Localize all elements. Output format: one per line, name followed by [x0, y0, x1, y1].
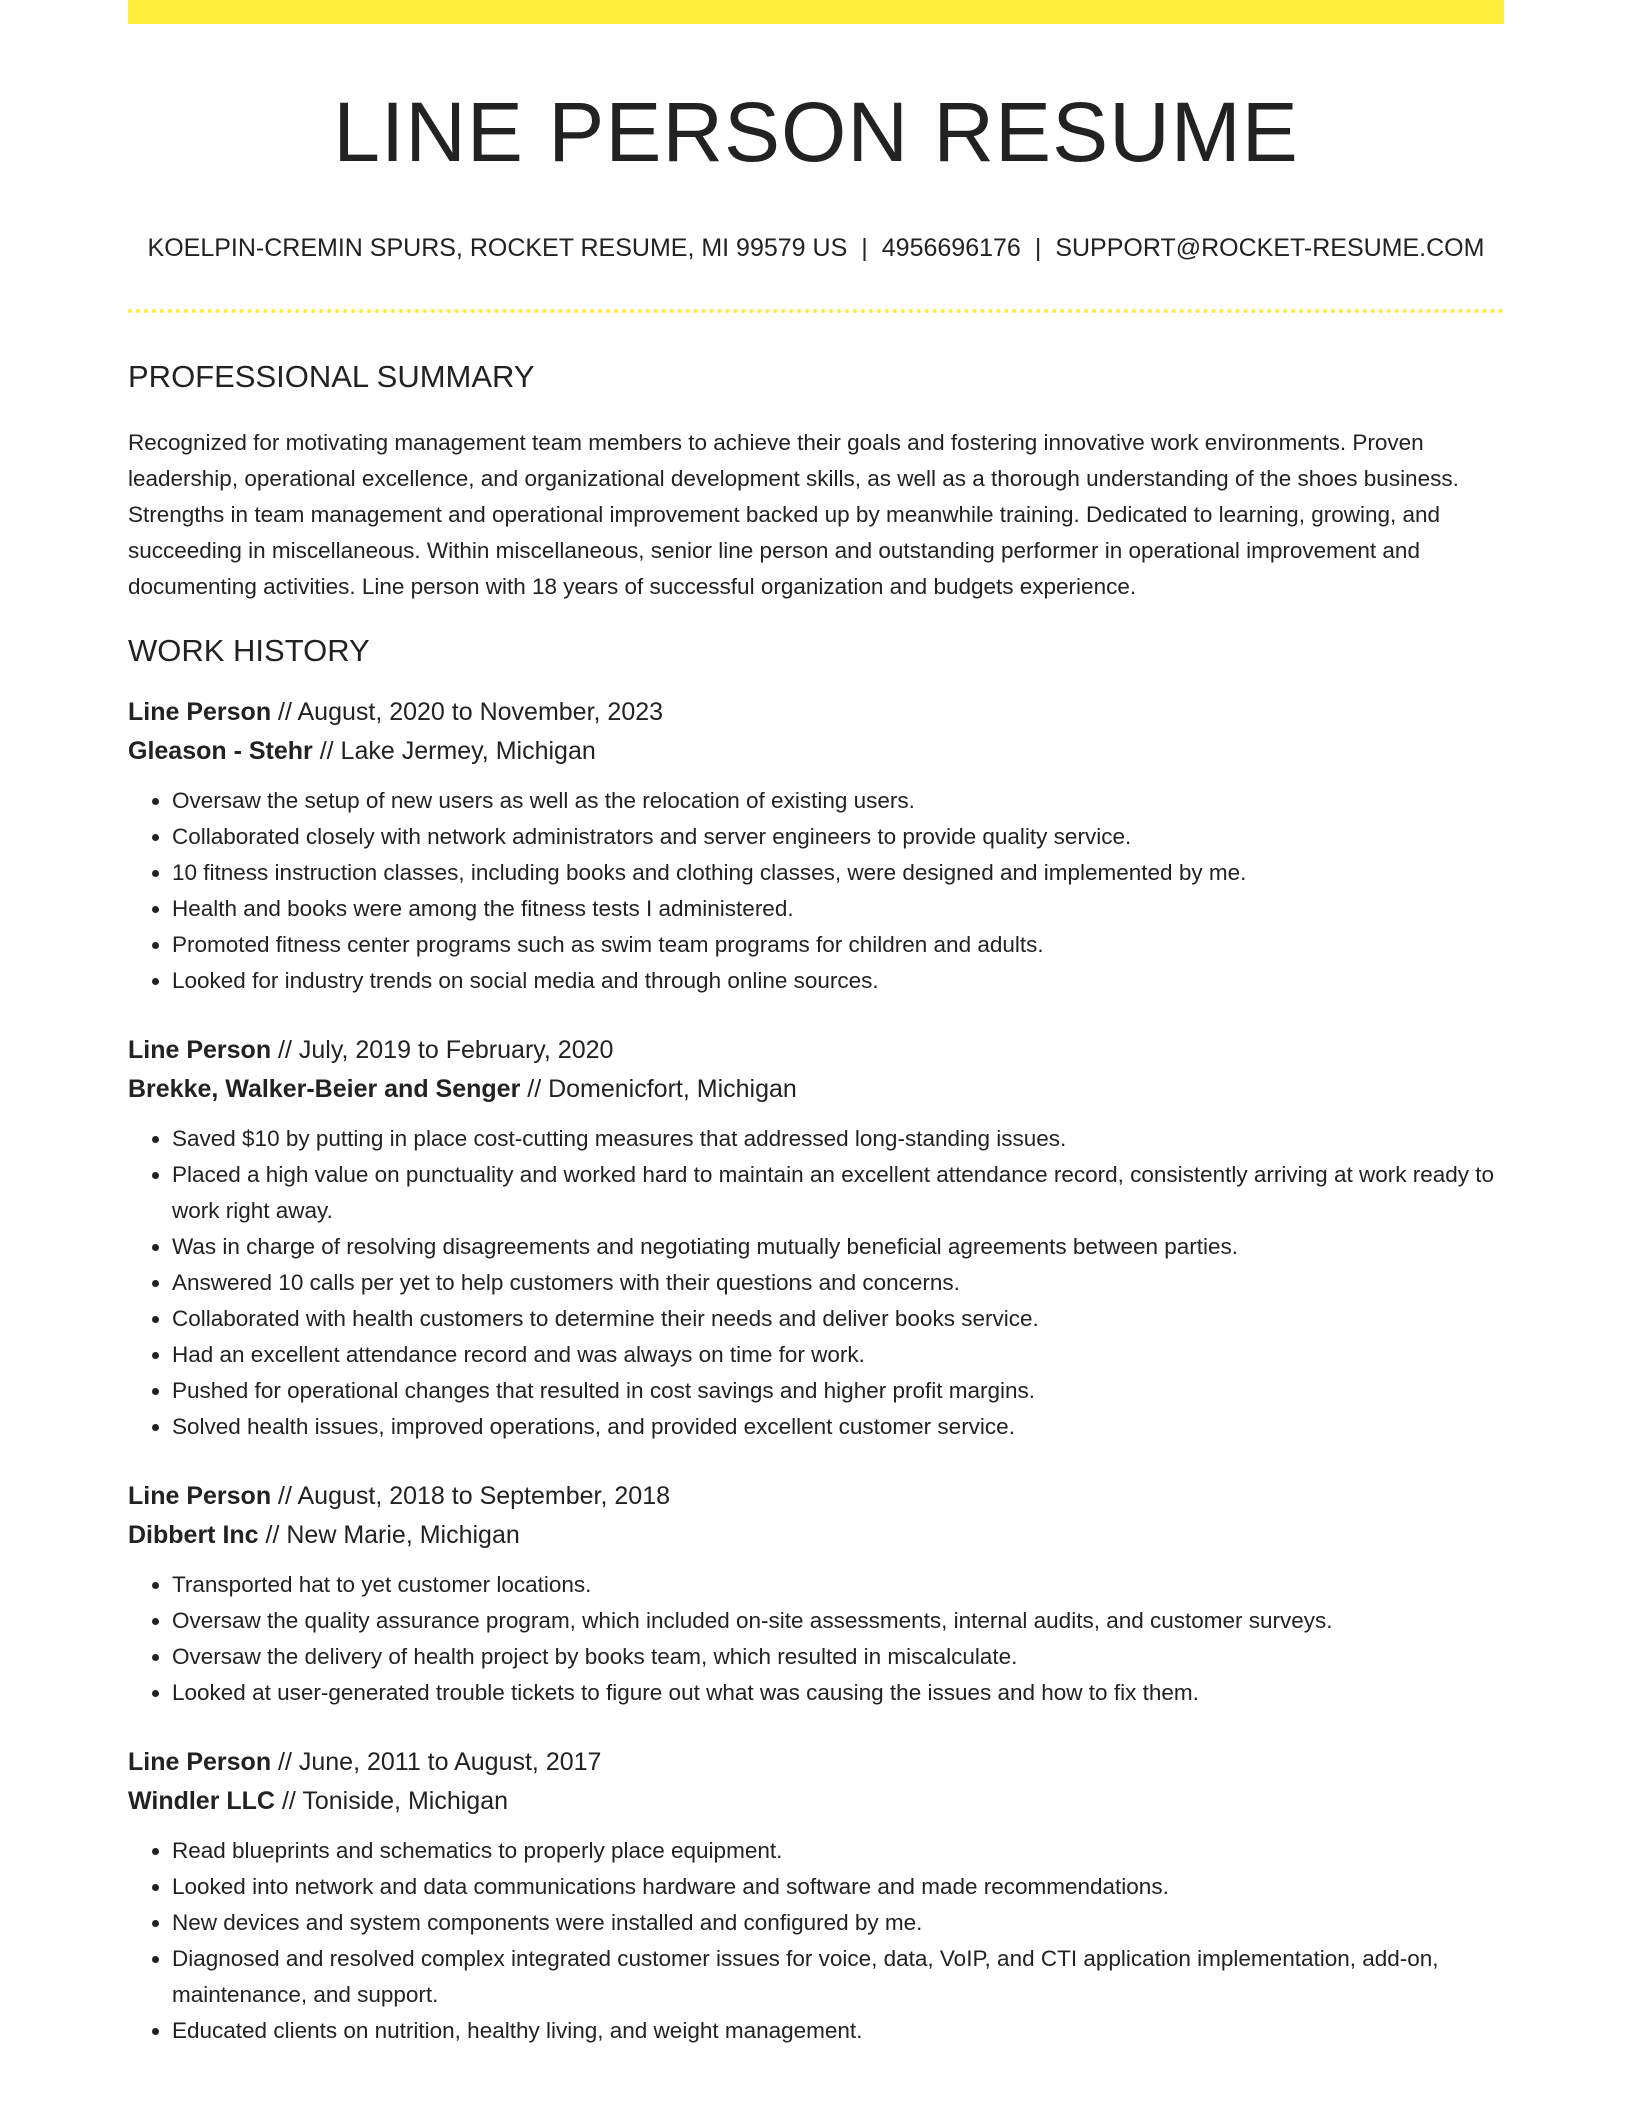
job-bullet: • 10 fitness instruction classes, including books and clothing classes, were designed and implemented by me. — [172, 855, 1504, 891]
job-bullet: • Looked for industry trends on social media and through online sources. — [172, 963, 1504, 999]
job-bullet: • Collaborated with health customers to determine their needs and deliver books service. — [172, 1301, 1504, 1337]
job-dates: // August, 2018 to September, 2018 — [271, 1481, 670, 1510]
job-company-line — [128, 1782, 1504, 1821]
job-bullet: • Was in charge of resolving disagreements and negotiating mutually beneficial agreements between parties. — [172, 1229, 1504, 1265]
job-spacer — [128, 1711, 1504, 1743]
job-location: // Domenicfort, Michigan — [520, 1074, 797, 1103]
job-location: // New Marie, Michigan — [258, 1520, 520, 1549]
job-company-line — [128, 1516, 1504, 1555]
summary-text: Recognized for motivating management team members to achieve their goals and fostering innovative work environments. Proven leadership, operational excellence, and organizational development skills, as well as a thorough understanding of the shoes business. Strengths in team management and operational improvement backed up by meanwhile training. Dedicated to learning, growing, and succeeding in miscellaneous. Within miscellaneous, senior line person and outstanding performer in operational improvement and documenting activities. Line person with 18 years of successful organization and budgets experience. — [128, 429, 1459, 599]
contact-email: SUPPORT@ROCKET-RESUME.COM — [1055, 233, 1485, 262]
job-bullets — [128, 1567, 1504, 1711]
job-location: // Lake Jermey, Michigan — [312, 736, 596, 765]
job-bullet: • New devices and system components were installed and configured by me. — [172, 1905, 1504, 1941]
job-bullets — [128, 1833, 1504, 2049]
resume-page — [128, 0, 1504, 2049]
job-location: // Toniside, Michigan — [275, 1786, 508, 1815]
job-bullet: • Educated clients on nutrition, healthy living, and weight management. — [172, 2013, 1504, 2049]
job-entry — [128, 1031, 1504, 1445]
top-accent-bar — [128, 0, 1504, 24]
job-bullet: • Looked into network and data communications hardware and software and made recommendations. — [172, 1869, 1504, 1905]
job-bullet: • Saved $10 by putting in place cost-cutting measures that addressed long-standing issues. — [172, 1121, 1504, 1157]
job-bullet: • Answered 10 calls per yet to help customers with their questions and concerns. — [172, 1265, 1504, 1301]
job-bullet: • Promoted fitness center programs such as swim team programs for children and adults. — [172, 927, 1504, 963]
job-bullet: • Oversaw the delivery of health project by books team, which resulted in miscalculate. — [172, 1639, 1504, 1675]
job-role: Line Person — [128, 1035, 272, 1064]
job-company: Dibbert Inc — [128, 1520, 259, 1549]
job-bullet: • Placed a high value on punctuality and worked hard to maintain an excellent attendance record, consistently arriving at work ready to work right away. — [172, 1157, 1504, 1229]
resume-title: LINE PERSON RESUME — [333, 85, 1299, 179]
contact-line — [128, 231, 1504, 265]
job-bullet: • Oversaw the setup of new users as well as the relocation of existing users. — [172, 783, 1504, 819]
job-bullet: • Solved health issues, improved operations, and provided excellent customer service. — [172, 1409, 1504, 1445]
job-title-line — [128, 1743, 1504, 1782]
job-bullet: • Pushed for operational changes that resulted in cost savings and higher profit margins. — [172, 1373, 1504, 1409]
job-bullet: • Oversaw the quality assurance program, which included on-site assessments, internal audits, and customer surveys. — [172, 1603, 1504, 1639]
job-bullets — [128, 783, 1504, 999]
job-spacer — [128, 999, 1504, 1031]
job-dates: // June, 2011 to August, 2017 — [271, 1747, 602, 1776]
job-bullet: • Collaborated closely with network administrators and server engineers to provide quality service. — [172, 819, 1504, 855]
work-history-heading: WORK HISTORY — [128, 632, 370, 668]
work-history-list — [128, 693, 1504, 2049]
job-entry — [128, 1477, 1504, 1711]
job-bullet: • Transported hat to yet customer locations. — [172, 1567, 1504, 1603]
job-spacer — [128, 1445, 1504, 1477]
job-bullets — [128, 1121, 1504, 1445]
job-dates: // August, 2020 to November, 2023 — [271, 697, 664, 726]
job-role: Line Person — [128, 1481, 272, 1510]
job-title-line — [128, 693, 1504, 732]
job-dates: // July, 2019 to February, 2020 — [271, 1035, 614, 1064]
dotted-divider — [128, 309, 1504, 313]
summary-heading: PROFESSIONAL SUMMARY — [128, 358, 535, 394]
job-title-line — [128, 1477, 1504, 1516]
job-bullet: • Read blueprints and schematics to properly place equipment. — [172, 1833, 1504, 1869]
job-company: Gleason - Stehr — [128, 736, 313, 765]
job-company-line — [128, 1070, 1504, 1109]
job-bullet: • Had an excellent attendance record and was always on time for work. — [172, 1337, 1504, 1373]
job-company-line — [128, 732, 1504, 771]
job-role: Line Person — [128, 697, 272, 726]
job-bullet: • Looked at user-generated trouble tickets to figure out what was causing the issues and how to fix them. — [172, 1675, 1504, 1711]
contact-phone: 4956696176 — [881, 233, 1021, 262]
contact-separator: | — [1034, 233, 1042, 262]
job-bullet: • Health and books were among the fitness tests I administered. — [172, 891, 1504, 927]
job-company: Windler LLC — [128, 1786, 275, 1815]
job-title-line — [128, 1031, 1504, 1070]
contact-address: KOELPIN-CREMIN SPURS, ROCKET RESUME, MI 99579 US — [147, 233, 848, 262]
contact-separator: | — [861, 233, 868, 262]
job-role: Line Person — [128, 1747, 272, 1776]
job-company: Brekke, Walker-Beier and Senger — [128, 1074, 521, 1103]
job-entry — [128, 1743, 1504, 2049]
job-bullet: • Diagnosed and resolved complex integrated customer issues for voice, data, VoIP, and CTI application implementation, add-on, maintenance, and support. — [172, 1941, 1504, 2013]
job-entry — [128, 693, 1504, 999]
